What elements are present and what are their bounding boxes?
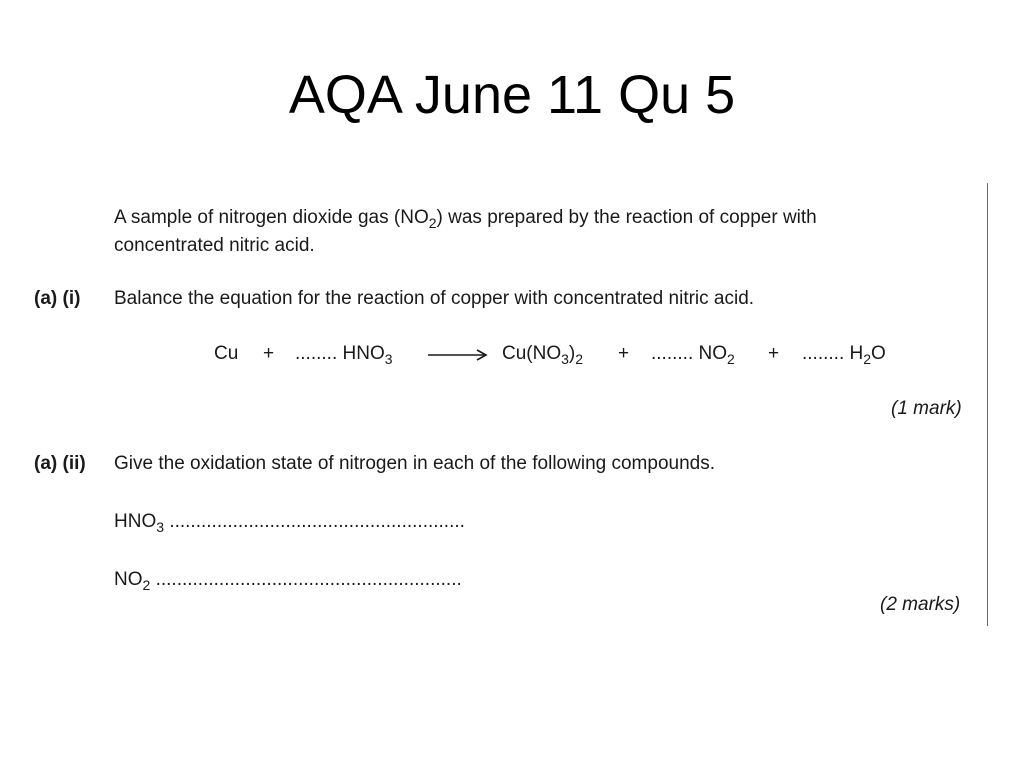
answer-no2-sub: 2 <box>142 577 151 593</box>
intro-subscript: 2 <box>428 215 437 231</box>
equation-h2o-sub: 2 <box>863 351 872 367</box>
equation-h2o-text-b: O <box>871 343 886 364</box>
answer-hno3-dots: ........................................................ <box>169 511 465 532</box>
equation-cuno32-sub-2: 2 <box>575 351 584 367</box>
equation-no2-sub: 2 <box>727 351 735 367</box>
equation-cuno32-text-a: Cu(NO <box>502 343 562 364</box>
equation-h2o <box>802 343 886 365</box>
intro-text-a: A sample of nitrogen dioxide gas (NO <box>114 207 429 228</box>
equation-cuno32-sub-1: 3 <box>561 351 569 367</box>
part-a-i-prompt: Balance the equation for the reaction of copper with concentrated nitric acid. <box>114 288 755 309</box>
equation-no2-text: ........ NO <box>651 343 728 364</box>
equation-plus-3: + <box>768 343 780 364</box>
equation-cu: Cu <box>214 343 239 364</box>
equation-no2 <box>651 343 735 365</box>
answer-hno3-sub: 3 <box>156 519 165 535</box>
equation-hno3-text: ........ HNO <box>295 343 385 364</box>
intro-line-2: concentrated nitric acid. <box>114 235 315 256</box>
page-margin-rule <box>987 183 988 626</box>
intro-line-1 <box>114 204 817 232</box>
answer-no2-label: NO <box>114 569 143 590</box>
part-a-i-marks: (1 mark) <box>891 398 962 419</box>
intro-text-b: ) was prepared by the reaction of copper with <box>436 207 817 228</box>
answer-line-hno3 <box>114 508 465 536</box>
equation-plus-2: + <box>618 343 630 364</box>
part-a-ii-marks: (2 marks) <box>880 594 961 615</box>
equation-hno3-sub: 3 <box>384 351 393 367</box>
equation-h2o-text-a: ........ H <box>802 343 864 364</box>
answer-no2-dots: .......................................................... <box>155 569 462 590</box>
equation-cuno32-text-b: ) <box>568 343 576 364</box>
equation-cuno32 <box>502 343 583 365</box>
part-a-ii-prompt: Give the oxidation state of nitrogen in each of the following compounds. <box>114 453 715 474</box>
reaction-arrow-icon <box>428 346 490 364</box>
part-a-ii-label: (a) (ii) <box>34 453 86 474</box>
slide-title: AQA June 11 Qu 5 <box>288 65 736 125</box>
answer-line-no2 <box>114 566 462 594</box>
equation-hno3 <box>295 343 393 365</box>
part-a-i-label: (a) (i) <box>34 288 81 309</box>
answer-hno3-label: HNO <box>114 511 157 532</box>
equation-plus-1: + <box>263 343 275 364</box>
